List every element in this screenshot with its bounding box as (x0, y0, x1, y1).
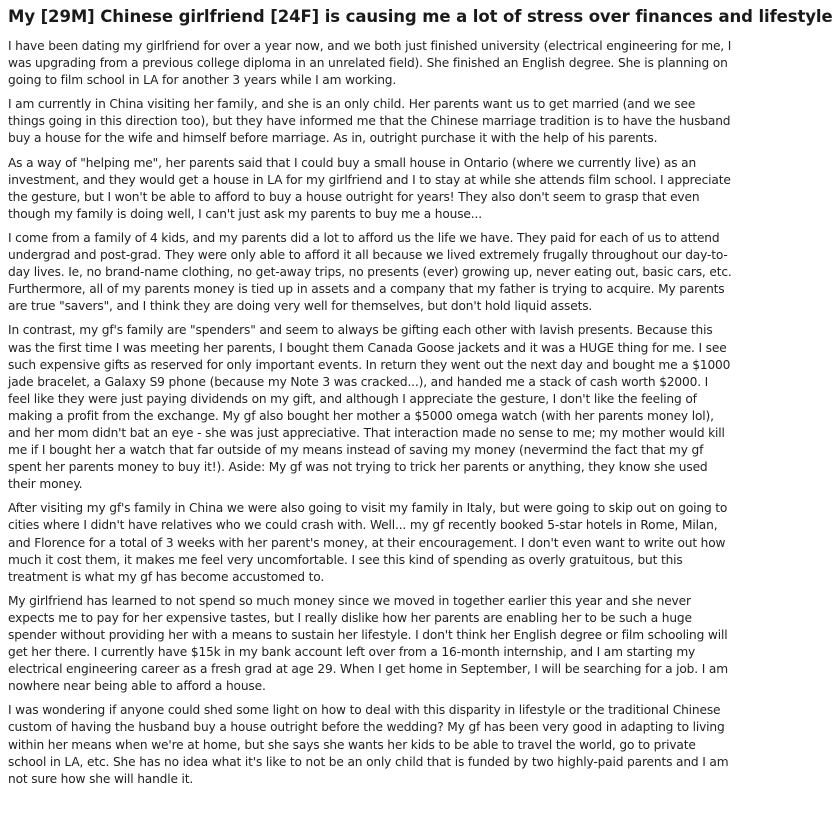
post-body (8, 38, 732, 788)
post-paragraph: I have been dating my girlfriend for over a year now, and we both just finished university (electrical engineering for me, I was upgrading from a previous college diploma in an unrelated field). She finished an English degree. She is planning on going to film school in LA for another 3 years while I am working. (8, 39, 732, 88)
post-paragraph: In contrast, my gf's family are "spenders" and seem to always be gifting each other with lavish presents. Because this was the first time I was meeting her parents, I bought them Canada Goose jackets and it was a HUGE thing for me. I see such expensive gifts as reserved for only important events. In return they went out the next day and bought me a $1000 jade bracelet, a Galaxy S9 phone (because my Note 3 was cracked...), and handed me a stack of cash worth $2000. I feel like they were just paying dividends on my gift, and although I appreciate the gesture, I don't like the feeling of making a profit from the exchange. My gf also bought her mother a $5000 omega watch (with her parents money lol), and her mom didn't bat an eye - she was just appreciative. That interaction made no sense to me; my mother would kill me if I bought her a watch that far outside of my means instead of saving my money (nevermind the fact that my gf spent her parents money to buy it!). Aside: My gf was not trying to trick her parents or anything, they know she used their money. (8, 323, 731, 492)
post-paragraph: I was wondering if anyone could shed some light on how to deal with this disparity in lifestyle or the traditional Chinese custom of having the husband buy a house outright before the wedding? My gf has been very good in adapting to living within her means when we're at home, but she says she wants her kids to be able to travel the world, go to private school in LA, etc. She has no idea what it's like to not be an only child that is funded by two highly-paid parents and I am not sure how she will handle it. (8, 703, 729, 786)
post-paragraph: I come from a family of 4 kids, and my parents did a lot to afford us the life we have. They paid for each of us to attend undergrad and post-grad. They were only able to afford it all because we lived extremely frugally throughout our day-to-day lives. Ie, no brand-name clothing, no get-away trips, no presents (ever) growing up, never eating out, basic cars, etc. Furthermore, all of my parents money is tied up in assets and a company that my father is trying to acquire. My parents are true "savers", and I think they are doing very well for themselves, but don't hold liquid assets. (8, 230, 732, 314)
post-paragraph: After visiting my gf's family in China we were also going to visit my family in Italy, but were going to skip out on going to cities where I didn't have relatives who we could crash with. Well... my gf recently booked 5-star hotels in Rome, Milan, and Florence for a total of 3 weeks with her parent's money, at their encouragement. I don't even want to write out how much it cost them, it makes me feel very uncomfortable. I see this kind of spending as overly gratuitous, but this treatment is what my gf has become accustomed to. (8, 501, 728, 584)
post-paragraph: I am currently in China visiting her family, and she is an only child. Her parents want us to get married (and we see things going in this direction too), but they have informed me that the Chinese marriage tradition is to have the husband buy a house for the wife and himself before marriage. As in, outright purchase it with the help of his parents. (8, 97, 731, 146)
post-paragraph: My girlfriend has learned to not spend so much money since we moved in together earlier this year and she never expects me to pay for her expensive tastes, but I really dislike how her parents are enabling her to be such a huge spender without providing her with a means to sustain her lifestyle. I don't think her English degree or film schooling will get her there. I currently have $15k in my bank account left over from a 16-month internship, and I am starting my electrical engineering career as a fresh grad at age 29. When I get home in September, I will be searching for a job. I am nowhere near being able to afford a house. (8, 593, 728, 694)
post (8, 6, 833, 795)
post-paragraph: As a way of "helping me", her parents said that I could buy a small house in Ontario (where we currently live) as an investment, and they would get a house in LA for my girlfriend and I to stay at while she attends film school. I appreciate the gesture, but I won't be able to afford to buy a house outright for years! They also don't seem to grasp that even though my family is doing well, I can't just ask my parents to buy me a house... (8, 155, 731, 221)
post-title: My [29M] Chinese girlfriend [24F] is causing me a lot of stress over finances and lifestyle (8, 7, 833, 26)
